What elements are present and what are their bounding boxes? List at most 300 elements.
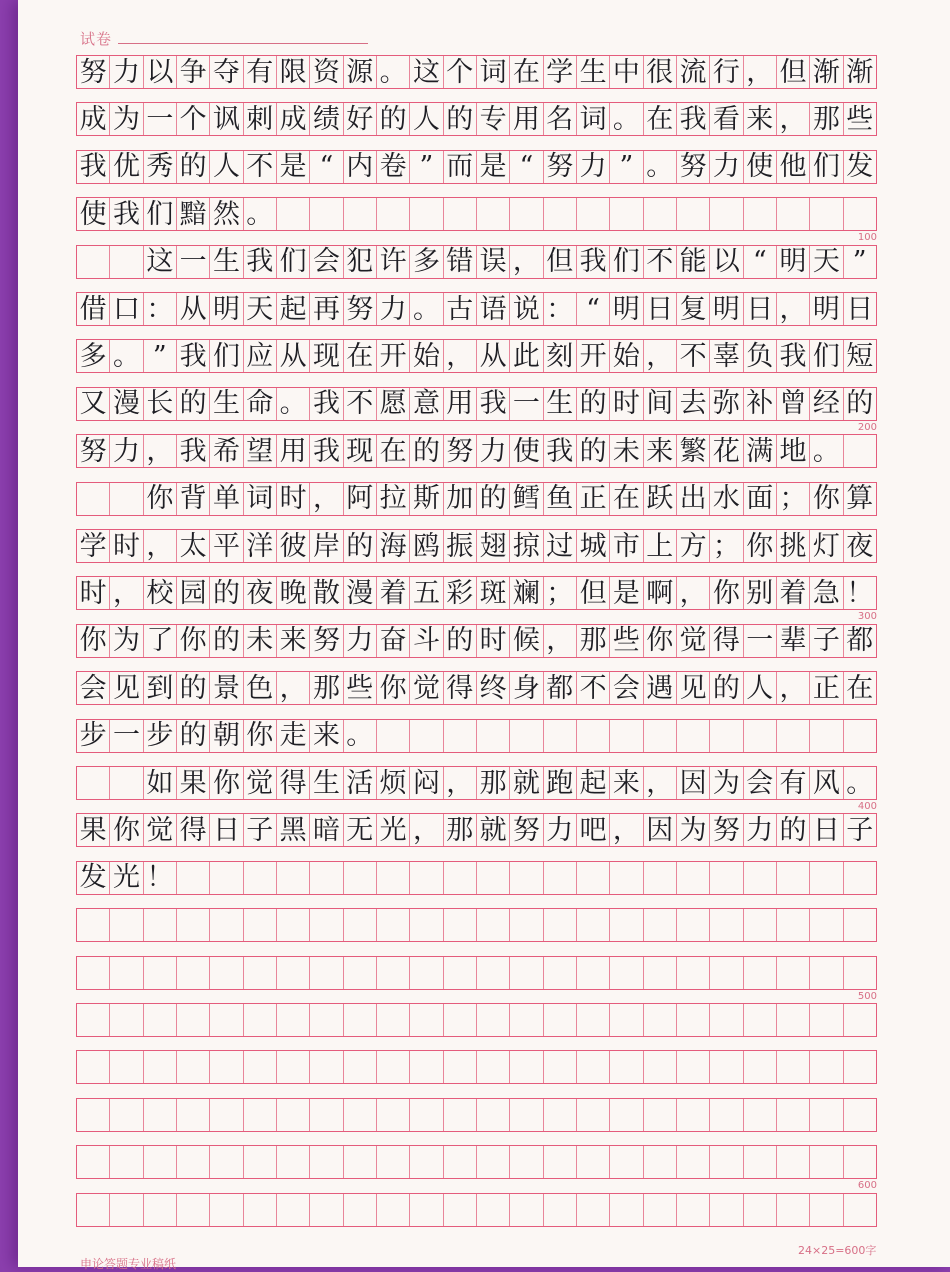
footer-paper-name: 申论答题专业稿纸: [80, 1257, 177, 1271]
grid-cell: 洋: [244, 530, 277, 562]
grid-cell: 跃: [644, 483, 677, 515]
grid-cell: [310, 862, 343, 894]
grid-cell: [544, 862, 577, 894]
grid-cell: 复: [677, 293, 710, 325]
grid-cell: 以: [710, 246, 743, 278]
grid-cell: [444, 1099, 477, 1131]
grid-cell: 上: [644, 530, 677, 562]
grid-cell: [544, 1194, 577, 1226]
grid-cell: 补: [744, 388, 777, 420]
grid-cell: [444, 720, 477, 752]
grid-cell: 明: [810, 293, 843, 325]
grid-cell: 的: [444, 103, 477, 135]
grid-cell: [677, 198, 710, 230]
grid-cell: 着: [777, 577, 810, 609]
grid-cell: 个: [444, 56, 477, 88]
grid-cell: [410, 1051, 443, 1083]
grid-cell: ，: [310, 483, 343, 515]
grid-cell: 努: [310, 625, 343, 657]
grid-cell: 你: [744, 530, 777, 562]
grid-cell: [810, 1194, 843, 1226]
grid-cell: [477, 1194, 510, 1226]
grid-cell: [510, 1004, 543, 1036]
grid-cell: [344, 862, 377, 894]
grid-cell: 为: [710, 767, 743, 799]
grid-cell: 来: [610, 767, 643, 799]
grid-cell: ，: [144, 530, 177, 562]
grid-cell: [277, 1051, 310, 1083]
grid-cell: 那: [577, 625, 610, 657]
grid-cell: [310, 957, 343, 989]
grid-cell: 不: [644, 246, 677, 278]
grid-cell: [477, 862, 510, 894]
grid-cell: [710, 1146, 743, 1178]
grid-cell: 得: [710, 625, 743, 657]
grid-cell: 我: [177, 340, 210, 372]
grid-cell: 斓: [510, 577, 543, 609]
grid-cell: [777, 1146, 810, 1178]
grid-cell: 的: [577, 388, 610, 420]
grid-cell: 活: [344, 767, 377, 799]
grid-cell: [444, 957, 477, 989]
grid-cell: [310, 1099, 343, 1131]
grid-cell: “: [310, 151, 343, 183]
grid-row: [76, 339, 877, 373]
grid-cell: 力: [577, 151, 610, 183]
grid-cell: 来: [744, 103, 777, 135]
grid-cell: 人: [410, 103, 443, 135]
grid-cell: [777, 720, 810, 752]
grid-cell: 不: [244, 151, 277, 183]
grid-cell: 的: [846, 388, 874, 420]
grid-cell: [610, 862, 643, 894]
grid-cell: 生: [577, 56, 610, 88]
grid-cell: 你: [810, 483, 843, 515]
grid-cell: [644, 1146, 677, 1178]
grid-row: [76, 908, 877, 942]
grid-cell: 些: [344, 672, 377, 704]
grid-cell: [310, 1051, 343, 1083]
grid-cell: 我: [310, 435, 343, 467]
grid-cell: 但: [777, 56, 810, 88]
grid-cell: 景: [210, 672, 243, 704]
grid-cell: 限: [277, 56, 310, 88]
grid-cell: [644, 1051, 677, 1083]
grid-cell: 。: [244, 198, 277, 230]
grid-cell: 来: [310, 720, 343, 752]
word-count-marker: 500: [857, 990, 877, 1002]
grid-cell: ，: [444, 767, 477, 799]
grid-cell: [544, 909, 577, 941]
grid-cell: [177, 1146, 210, 1178]
grid-cell: [677, 909, 710, 941]
grid-cell: [577, 1194, 610, 1226]
grid-cell: 来: [644, 435, 677, 467]
grid-cell: 这: [144, 246, 177, 278]
grid-cell: 。: [410, 293, 443, 325]
grid-cell: 子: [846, 814, 874, 846]
grid-cell: 时: [610, 388, 643, 420]
grid-row: [76, 813, 877, 847]
grid-cell: 的: [177, 672, 210, 704]
grid-cell: 开: [377, 340, 410, 372]
grid-cell: 色: [244, 672, 277, 704]
grid-cell: 天: [244, 293, 277, 325]
word-count-marker: 400: [857, 801, 877, 812]
grid-cell: 朝: [210, 720, 243, 752]
grid-cell: 夜: [244, 577, 277, 609]
grid-cell: 生: [544, 388, 577, 420]
grid-cell: 到: [144, 672, 177, 704]
grid-cell: 阿: [344, 483, 377, 515]
grid-cell: [210, 862, 243, 894]
grid-cell: ，: [644, 340, 677, 372]
grid-cell: 光: [110, 862, 143, 894]
grid-cell: 意: [410, 388, 443, 420]
grid-cell: ，: [777, 293, 810, 325]
grid-cell: 那: [810, 103, 843, 135]
grid-cell: [444, 1051, 477, 1083]
grid-cell: 子: [810, 625, 843, 657]
grid-cell: [577, 1051, 610, 1083]
grid-cell: 弥: [710, 388, 743, 420]
grid-cell: [210, 957, 243, 989]
grid-cell: [844, 1051, 876, 1083]
grid-cell: [544, 1099, 577, 1131]
grid-cell: [344, 1099, 377, 1131]
grid-cell: 很: [644, 56, 677, 88]
grid-cell: 步: [144, 720, 177, 752]
grid-cell: [377, 1004, 410, 1036]
grid-cell: 愿: [377, 388, 410, 420]
grid-row: [76, 1050, 877, 1084]
grid-cell: 努: [77, 56, 110, 88]
grid-cell: 间: [644, 388, 677, 420]
grid-cell: [544, 720, 577, 752]
grid-cell: ！: [846, 577, 874, 609]
grid-cell: ，: [277, 672, 310, 704]
grid-cell: 词: [477, 56, 510, 88]
grid-cell: 觉: [410, 672, 443, 704]
grid-cell: 从: [177, 293, 210, 325]
grid-cell: [77, 1194, 110, 1226]
grid-row: [76, 245, 877, 279]
grid-cell: [744, 1051, 777, 1083]
grid-cell: 你: [710, 577, 743, 609]
grid-cell: 些: [610, 625, 643, 657]
grid-cell: 渐: [810, 56, 843, 88]
grid-cell: 因: [677, 767, 710, 799]
grid-cell: 灯: [810, 530, 843, 562]
grid-cell: [744, 198, 777, 230]
grid-cell: 力: [544, 814, 577, 846]
grid-cell: 词: [244, 483, 277, 515]
grid-cell: 再: [310, 293, 343, 325]
grid-cell: [310, 1194, 343, 1226]
grid-cell: [177, 862, 210, 894]
grid-cell: 有: [244, 56, 277, 88]
grid-cell: [377, 957, 410, 989]
grid-cell: 晚: [277, 577, 310, 609]
grid-cell: [77, 1146, 110, 1178]
grid-cell: 都: [846, 625, 874, 657]
grid-cell: ，: [777, 103, 810, 135]
grid-cell: [477, 909, 510, 941]
grid-cell: 一: [177, 246, 210, 278]
grid-cell: 的: [177, 151, 210, 183]
grid-cell: [210, 1099, 243, 1131]
grid-cell: 因: [644, 814, 677, 846]
grid-cell: 长: [144, 388, 177, 420]
grid-cell: [77, 1004, 110, 1036]
grid-cell: [244, 957, 277, 989]
grid-cell: [410, 1194, 443, 1226]
grid-cell: 加: [444, 483, 477, 515]
grid-cell: [644, 957, 677, 989]
grid-cell: 见: [110, 672, 143, 704]
grid-row: [76, 292, 877, 326]
grid-cell: 使: [510, 435, 543, 467]
grid-cell: 光: [377, 814, 410, 846]
grid-cell: 正: [810, 672, 843, 704]
grid-cell: 望: [244, 435, 277, 467]
grid-cell: 生: [310, 767, 343, 799]
grid-cell: [577, 862, 610, 894]
grid-cell: 起: [277, 293, 310, 325]
grid-cell: [244, 1004, 277, 1036]
grid-cell: [444, 909, 477, 941]
grid-cell: [744, 1194, 777, 1226]
grid-cell: [710, 1004, 743, 1036]
grid-cell: [177, 1051, 210, 1083]
grid-cell: ：: [544, 293, 577, 325]
grid-cell: [110, 483, 143, 515]
grid-cell: 用: [510, 103, 543, 135]
grid-cell: [344, 1051, 377, 1083]
grid-cell: [210, 1194, 243, 1226]
grid-cell: 掠: [510, 530, 543, 562]
grid-cell: [710, 957, 743, 989]
grid-cell: 翅: [477, 530, 510, 562]
grid-cell: 漫: [344, 577, 377, 609]
grid-cell: 的: [477, 483, 510, 515]
grid-cell: [677, 1146, 710, 1178]
grid-cell: 刺: [244, 103, 277, 135]
grid-cell: [577, 1146, 610, 1178]
grid-cell: 觉: [144, 814, 177, 846]
grid-cell: [277, 862, 310, 894]
grid-cell: [410, 862, 443, 894]
grid-cell: [444, 862, 477, 894]
grid-cell: [744, 720, 777, 752]
grid-cell: 走: [277, 720, 310, 752]
grid-cell: 。: [110, 340, 143, 372]
grid-cell: [810, 862, 843, 894]
grid-cell: 人: [744, 672, 777, 704]
grid-cell: 为: [110, 103, 143, 135]
grid-cell: [677, 957, 710, 989]
grid-cell: ，: [777, 672, 810, 704]
grid-cell: 斗: [410, 625, 443, 657]
grid-cell: [244, 1051, 277, 1083]
grid-cell: [577, 198, 610, 230]
grid-cell: 用: [444, 388, 477, 420]
grid-cell: [177, 1004, 210, 1036]
grid-cell: [110, 1051, 143, 1083]
grid-cell: [577, 1004, 610, 1036]
grid-cell: [677, 720, 710, 752]
grid-cell: 他: [777, 151, 810, 183]
grid-cell: ，: [544, 625, 577, 657]
grid-cell: 努: [544, 151, 577, 183]
grid-cell: 些: [846, 103, 874, 135]
grid-cell: [810, 909, 843, 941]
grid-cell: [444, 198, 477, 230]
grid-cell: 会: [610, 672, 643, 704]
grid-cell: 你: [177, 625, 210, 657]
word-count-marker: 300: [857, 611, 877, 623]
grid-cell: [610, 957, 643, 989]
grid-cell: 那: [310, 672, 343, 704]
grid-cell: [710, 720, 743, 752]
grid-cell: [744, 909, 777, 941]
grid-cell: [577, 1099, 610, 1131]
grid-cell: 始: [610, 340, 643, 372]
grid-cell: [510, 862, 543, 894]
grid-cell: 从: [277, 340, 310, 372]
grid-cell: 我: [244, 246, 277, 278]
grid-cell: [277, 1004, 310, 1036]
word-count-marker: 600: [857, 1180, 877, 1192]
grid-cell: 你: [644, 625, 677, 657]
grid-cell: 面: [744, 483, 777, 515]
grid-cell: 海: [377, 530, 410, 562]
grid-row: [76, 766, 877, 800]
grid-cell: 的: [577, 435, 610, 467]
grid-cell: 负: [744, 340, 777, 372]
grid-cell: [77, 767, 110, 799]
grid-cell: [310, 1146, 343, 1178]
grid-cell: 力: [344, 625, 377, 657]
grid-cell: 的: [177, 720, 210, 752]
grid-cell: [344, 1194, 377, 1226]
grid-cell: 口: [110, 293, 143, 325]
grid-cell: 们: [810, 151, 843, 183]
grid-cell: 发: [846, 151, 874, 183]
grid-cell: 见: [677, 672, 710, 704]
grid-cell: 我: [577, 246, 610, 278]
grid-cell: [810, 720, 843, 752]
grid-cell: 的: [177, 388, 210, 420]
grid-cell: [510, 1194, 543, 1226]
grid-cell: [277, 957, 310, 989]
grid-cell: [544, 1004, 577, 1036]
grid-cell: [210, 1004, 243, 1036]
grid-cell: 暗: [310, 814, 343, 846]
grid-cell: [144, 957, 177, 989]
grid-cell: [677, 862, 710, 894]
grid-cell: 五: [410, 577, 443, 609]
grid-cell: [144, 1194, 177, 1226]
answer-sheet: [18, 0, 950, 1271]
grid-cell: ；: [544, 577, 577, 609]
grid-row: [76, 1145, 877, 1179]
word-count-marker: 100: [857, 232, 877, 244]
grid-cell: 卷: [377, 151, 410, 183]
grid-cell: [677, 1051, 710, 1083]
grid-cell: [344, 1004, 377, 1036]
grid-cell: 力: [710, 151, 743, 183]
grid-cell: 城: [577, 530, 610, 562]
grid-cell: [177, 1099, 210, 1131]
grid-cell: 学: [77, 530, 110, 562]
grid-cell: [610, 909, 643, 941]
grid-cell: 日: [810, 814, 843, 846]
grid-cell: 果: [177, 767, 210, 799]
grid-cell: 的: [210, 625, 243, 657]
grid-cell: 奋: [377, 625, 410, 657]
header-label: 试卷: [80, 30, 113, 48]
grid-cell: ，: [510, 246, 543, 278]
grid-cell: 古: [444, 293, 477, 325]
grid-cell: [544, 957, 577, 989]
grid-cell: 明: [610, 293, 643, 325]
grid-cell: [77, 957, 110, 989]
grid-cell: 时: [477, 625, 510, 657]
grid-cell: ，: [610, 814, 643, 846]
grid-row: [76, 102, 877, 136]
grid-cell: [277, 909, 310, 941]
grid-cell: [410, 1146, 443, 1178]
grid-cell: 就: [510, 767, 543, 799]
grid-cell: ，: [677, 577, 710, 609]
grid-cell: [344, 1146, 377, 1178]
grid-cell: 未: [244, 625, 277, 657]
grid-cell: 在: [377, 435, 410, 467]
grid-cell: [610, 1051, 643, 1083]
grid-cell: 日: [210, 814, 243, 846]
grid-cell: ，: [444, 340, 477, 372]
grid-cell: 的: [444, 625, 477, 657]
grid-cell: 太: [177, 530, 210, 562]
grid-cell: 经: [810, 388, 843, 420]
grid-cell: 明: [777, 246, 810, 278]
grid-cell: 候: [510, 625, 543, 657]
grid-cell: 生: [210, 246, 243, 278]
grid-cell: [110, 1004, 143, 1036]
grid-cell: 时: [277, 483, 310, 515]
grid-cell: 花: [710, 435, 743, 467]
grid-cell: [644, 1004, 677, 1036]
grid-cell: 我: [110, 198, 143, 230]
grid-cell: 如: [144, 767, 177, 799]
grid-cell: [210, 1146, 243, 1178]
grid-row: [76, 529, 877, 563]
grid-cell: [544, 198, 577, 230]
grid-cell: ，: [744, 56, 777, 88]
grid-cell: ；: [777, 483, 810, 515]
grid-cell: 。: [277, 388, 310, 420]
grid-cell: “: [510, 151, 543, 183]
grid-cell: [644, 1099, 677, 1131]
grid-cell: 应: [244, 340, 277, 372]
grid-cell: 拉: [377, 483, 410, 515]
grid-cell: 。: [810, 435, 843, 467]
grid-cell: 误: [477, 246, 510, 278]
grid-cell: 的: [344, 530, 377, 562]
grid-cell: 现: [344, 435, 377, 467]
grid-cell: 不: [344, 388, 377, 420]
